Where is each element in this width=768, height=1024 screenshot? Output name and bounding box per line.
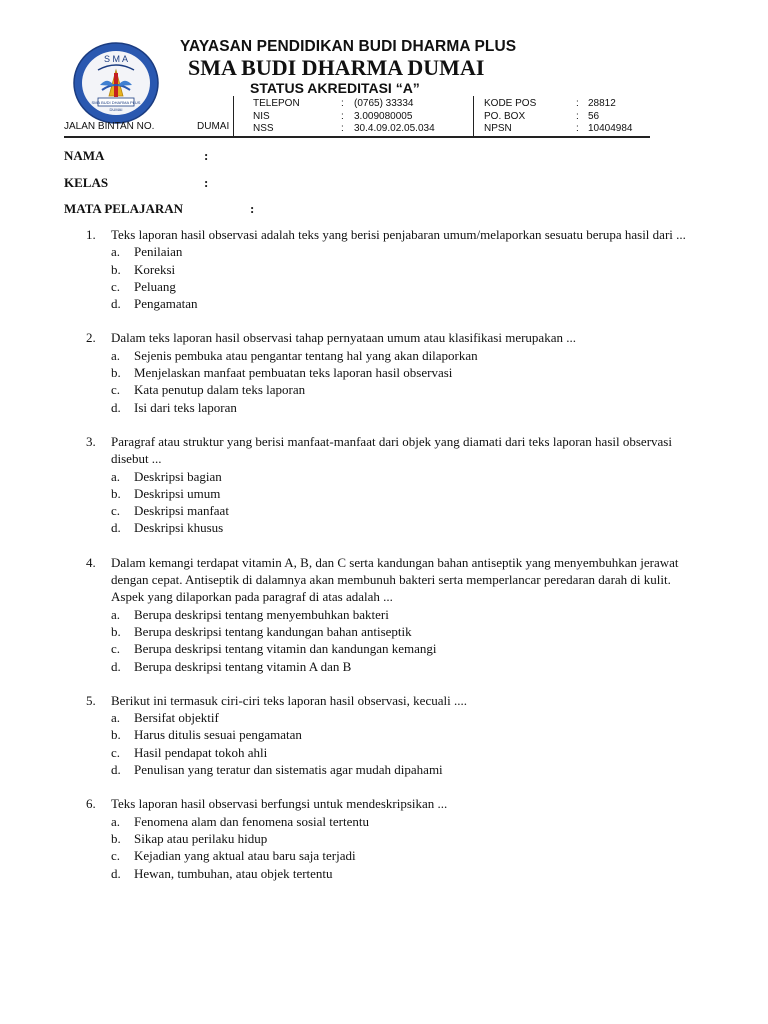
answer-option — [111, 830, 704, 847]
identity-colon: : — [250, 201, 255, 216]
answer-option — [111, 364, 704, 381]
contact-colon: : — [576, 111, 579, 122]
question-list — [64, 226, 704, 899]
question-number: 1. — [86, 227, 96, 242]
option-letter: a. — [111, 244, 121, 260]
divider-line — [473, 96, 474, 136]
answer-option — [111, 761, 704, 778]
contact-nss-label: NSS — [253, 123, 274, 134]
identity-row-name — [64, 148, 209, 164]
answer-option — [111, 295, 704, 312]
school-logo — [72, 40, 160, 126]
contact-npsn-label: NPSN — [484, 123, 512, 134]
option-letter: c. — [111, 503, 121, 519]
contact-nis-value: 3.009080005 — [354, 111, 413, 122]
header-rule — [64, 136, 650, 138]
option-letter: d. — [111, 762, 121, 778]
answer-option — [111, 847, 704, 864]
contact-nis-label: NIS — [253, 111, 270, 122]
answer-option — [111, 519, 704, 536]
contact-phone-value: (0765) 33334 — [354, 98, 414, 109]
answer-option — [111, 502, 704, 519]
contact-npsn-value: 10404984 — [588, 123, 633, 134]
option-text: Menjelaskan manfaat pembuatan teks laporan hasil observasi — [134, 365, 453, 381]
option-text: Pengamatan — [134, 296, 198, 312]
option-letter: a. — [111, 606, 121, 622]
option-text: Kata penutup dalam teks laporan — [134, 382, 306, 398]
answer-option — [111, 726, 704, 743]
option-letter: a. — [111, 468, 121, 484]
option-text: Kejadian yang aktual atau baru saja terjadi — [134, 848, 356, 864]
option-letter: d. — [111, 399, 121, 415]
option-text: Isi dari teks laporan — [134, 399, 237, 415]
logo-city-text: DUMAI — [109, 107, 123, 112]
answer-option — [111, 658, 704, 675]
option-letter: b. — [111, 365, 121, 381]
option-letter: d. — [111, 658, 121, 674]
option-text: Deskripsi bagian — [134, 468, 222, 484]
option-letter: c. — [111, 382, 121, 398]
question-item — [64, 329, 704, 415]
answer-option — [111, 468, 704, 485]
answer-option — [111, 347, 704, 364]
option-text: Hasil pendapat tokoh ahli — [134, 744, 268, 760]
question-text: Berikut ini termasuk ciri-ciri teks laporan hasil observasi, kecuali .... — [111, 692, 467, 708]
divider-line — [233, 96, 234, 136]
question-text: Paragraf atau struktur yang berisi manfaat-manfaat dari objek yang diamati dari teks laporan hasil observasi disebut ... — [111, 433, 672, 467]
option-text: Deskripsi khusus — [134, 520, 224, 536]
answer-option — [111, 278, 704, 295]
option-text: Harus ditulis sesuai pengamatan — [134, 727, 302, 743]
option-text: Deskripsi umum — [134, 485, 221, 501]
option-text: Berupa deskripsi tentang vitamin dan kandungan kemangi — [134, 641, 437, 657]
option-letter: a. — [111, 710, 121, 726]
option-letter: b. — [111, 727, 121, 743]
identity-row-subject — [64, 201, 255, 217]
option-text: Sikap atau perilaku hidup — [134, 830, 268, 846]
answer-option — [111, 744, 704, 761]
option-text: Berupa deskripsi tentang vitamin A dan B — [134, 658, 352, 674]
question-number: 5. — [86, 692, 96, 708]
school-emblem-icon — [72, 40, 160, 126]
question-prompt: Aspek yang dilaporkan pada paragraf di atas adalah ... — [111, 589, 393, 605]
contact-pobox-label: PO. BOX — [484, 111, 526, 122]
foundation-name: YAYASAN PENDIDIKAN BUDI DHARMA PLUS — [180, 38, 517, 55]
option-letter: b. — [111, 485, 121, 501]
answer-option — [111, 243, 704, 260]
option-letter: c. — [111, 641, 121, 657]
option-letter: a. — [111, 813, 121, 829]
identity-colon: : — [204, 175, 209, 190]
option-text: Peluang — [134, 278, 176, 294]
option-text: Berupa deskripsi tentang menyembuhkan bakteri — [134, 606, 389, 622]
identity-row-class — [64, 175, 209, 191]
question-text: Dalam kemangi terdapat vitamin A, B, dan C serta kandungan bahan antiseptik yang menyembuhkan jerawat dengan cepat. Antiseptik di dalamnya akan membunuh bakteri serta memperlancar peredaran darah di kulit. — [111, 554, 679, 588]
option-letter: c. — [111, 278, 121, 294]
option-text: Penulisan yang teratur dan sistematis agar mudah dipahami — [134, 762, 443, 778]
school-address: JALAN BINTAN NO. — [64, 121, 155, 132]
logo-text: S M A — [103, 54, 129, 64]
option-letter: b. — [111, 830, 121, 846]
option-letter: b. — [111, 623, 121, 639]
option-text: Deskripsi manfaat — [134, 503, 229, 519]
letterhead — [64, 38, 650, 138]
option-text: Fenomena alam dan fenomena sosial tertentu — [134, 813, 370, 829]
question-item — [64, 692, 704, 778]
contact-postal-value: 28812 — [588, 98, 616, 109]
answer-option — [111, 261, 704, 278]
school-name: SMA BUDI DHARMA DUMAI — [188, 55, 485, 80]
question-text: Teks laporan hasil observasi adalah teks yang berisi penjabaran umum/melaporkan sesuatu berupa hasil dari ... — [111, 227, 686, 242]
option-letter: b. — [111, 261, 121, 277]
option-text: Penilaian — [134, 244, 183, 260]
contact-colon: : — [341, 123, 344, 134]
answer-option — [111, 399, 704, 416]
identity-colon: : — [204, 148, 209, 163]
contact-colon: : — [576, 98, 579, 109]
question-number: 2. — [86, 330, 96, 346]
question-number: 3. — [86, 433, 96, 449]
contact-nss-value: 30.4.09.02.05.034 — [354, 123, 435, 134]
option-letter: d. — [111, 865, 121, 881]
answer-option — [111, 623, 704, 640]
identity-label: NAMA — [64, 148, 105, 163]
answer-option — [111, 640, 704, 657]
option-text: Koreksi — [134, 261, 176, 277]
answer-option — [111, 606, 704, 623]
option-letter: d. — [111, 520, 121, 536]
accreditation-status: STATUS AKREDITASI “A” — [250, 80, 420, 96]
answer-option — [111, 381, 704, 398]
school-city: DUMAI — [197, 121, 230, 132]
identity-label: KELAS — [64, 175, 109, 190]
contact-postal-label: KODE POS — [484, 98, 537, 109]
option-letter: d. — [111, 296, 121, 312]
answer-option — [111, 485, 704, 502]
question-item — [64, 226, 704, 312]
answer-option — [111, 865, 704, 882]
contact-pobox-value: 56 — [588, 111, 600, 122]
option-text: Sejenis pembuka atau pengantar tentang hal yang akan dilaporkan — [134, 347, 478, 363]
option-letter: c. — [111, 744, 121, 760]
question-text: Dalam teks laporan hasil observasi tahap pernyataan umum atau klasifikasi merupakan ... — [111, 330, 576, 346]
question-number: 4. — [86, 554, 96, 570]
option-letter: a. — [111, 347, 121, 363]
question-item — [64, 433, 704, 537]
option-letter: c. — [111, 848, 121, 864]
answer-option — [111, 709, 704, 726]
question-item — [64, 554, 704, 675]
option-text: Hewan, tumbuhan, atau objek tertentu — [134, 865, 333, 881]
contact-phone-label: TELEPON — [253, 98, 300, 109]
question-item — [64, 795, 704, 881]
question-number: 6. — [86, 796, 96, 812]
identity-label: MATA PELAJARAN — [64, 201, 184, 216]
contact-colon: : — [576, 123, 579, 134]
option-text: Berupa deskripsi tentang kandungan bahan antiseptik — [134, 623, 412, 639]
option-text: Bersifat objektif — [134, 710, 219, 726]
answer-option — [111, 813, 704, 830]
contact-colon: : — [341, 111, 344, 122]
contact-colon: : — [341, 98, 344, 109]
question-text: Teks laporan hasil observasi berfungsi untuk mendeskripsikan ... — [111, 796, 448, 812]
logo-banner-text: SMA BUDI DHARMA PLUS — [91, 100, 141, 105]
